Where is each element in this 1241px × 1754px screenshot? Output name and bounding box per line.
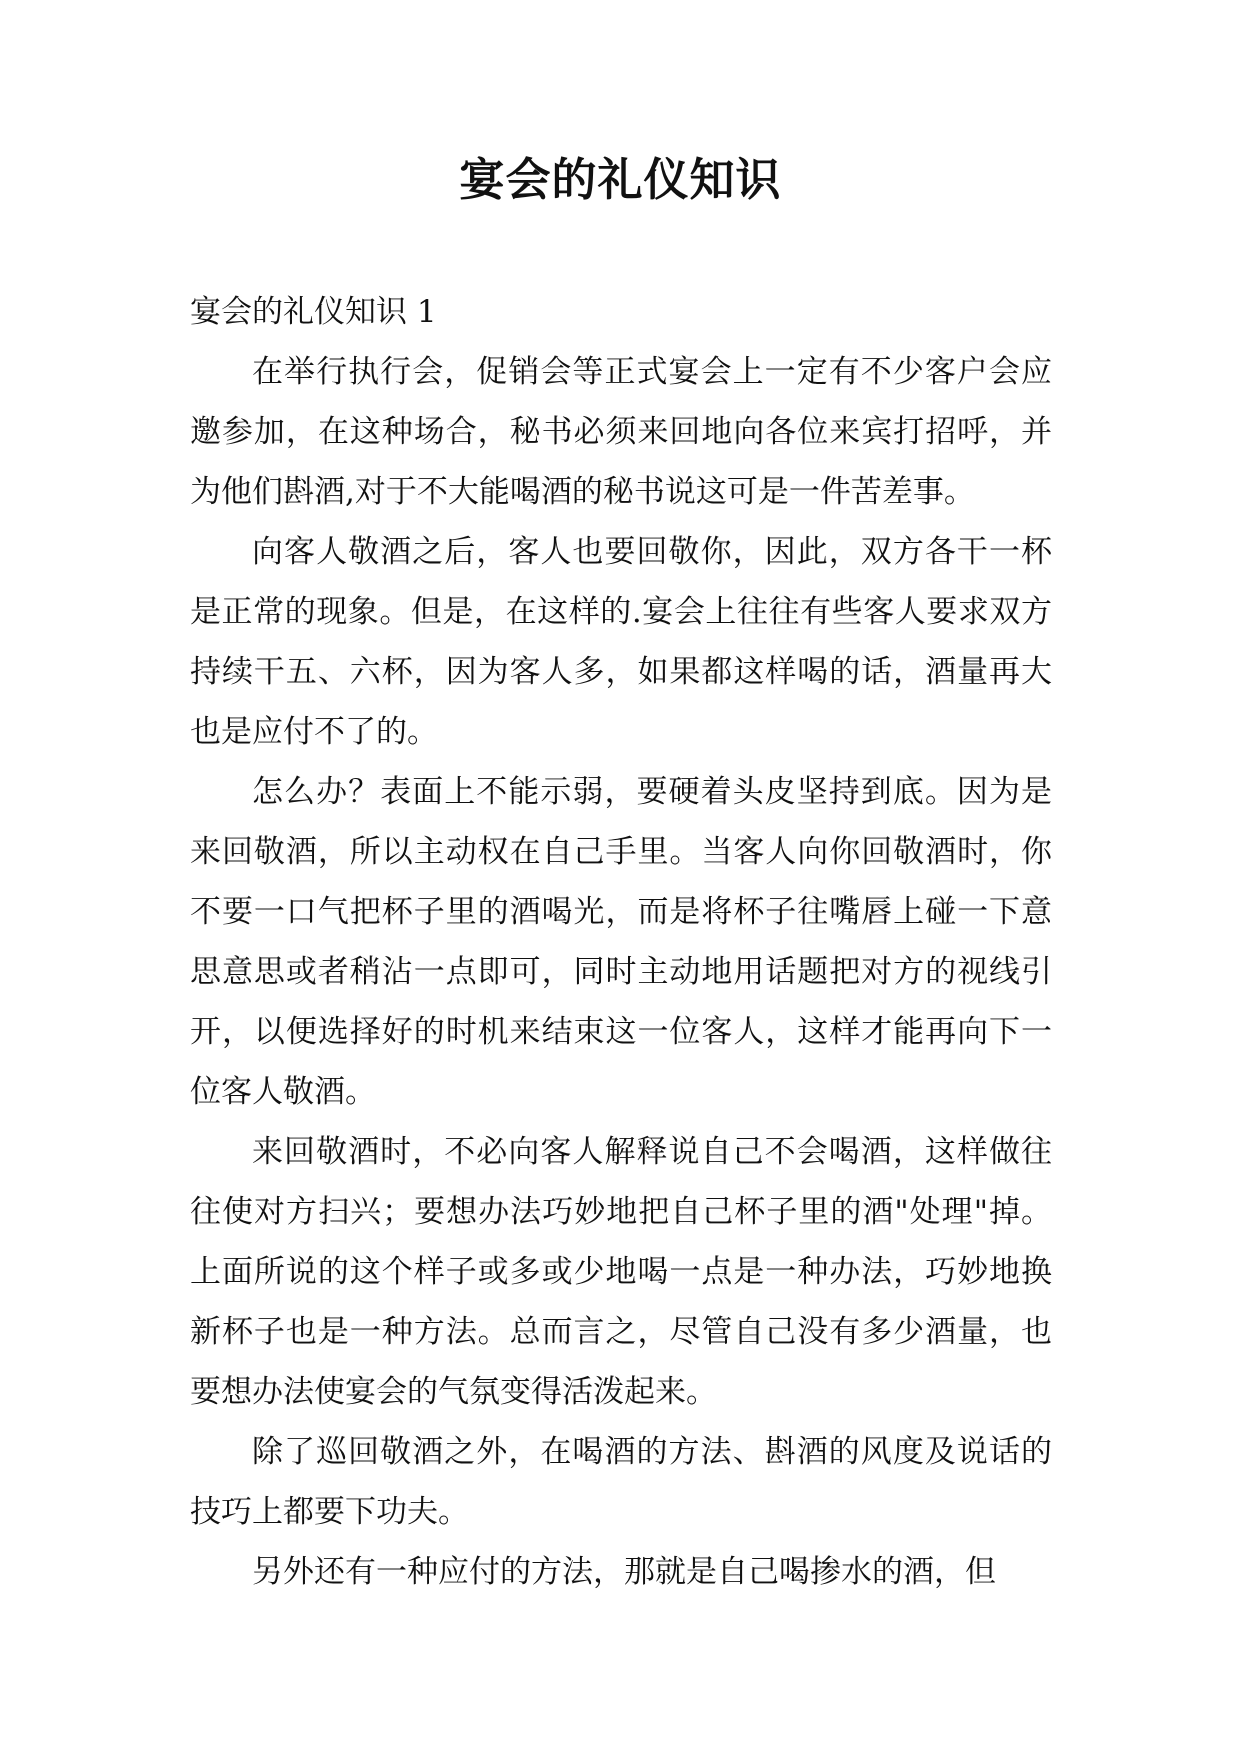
paragraph-3: 怎么办？表面上不能示弱，要硬着头皮坚持到底。因为是来回敬酒，所以主动权在自己手里。当客人向你回敬酒时，你不要一口气把杯子里的酒喝光，而是将杯子往嘴唇上碰一下意思意思或者稍沾一点即可，同时主动地用话题把对方的视线引开，以便选择好的时机来结束这一位客人，这样才能再向下一位客人敬酒。 [190, 774, 1052, 1110]
paragraph-6: 另外还有一种应付的方法，那就是自己喝掺水的酒，但 [252, 1554, 996, 1590]
paragraph-2: 向客人敬酒之后，客人也要回敬你，因此，双方各干一杯是正常的现象。但是，在这样的.宴会上往往有些客人要求双方持续干五、六杯，因为客人多，如果都这样喝的话，酒量再大也是应付不了的。 [190, 534, 1052, 750]
paragraph-4: 来回敬酒时，不必向客人解释说自己不会喝酒，这样做往往使对方扫兴；要想办法巧妙地把自己杯子里的酒"处理"掉。上面所说的这个样子或多或少地喝一点是一种办法，巧妙地换新杯子也是一种方法。总而言之，尽管自己没有多少酒量，也要想办法使宴会的气氛变得活泼起来。 [190, 1134, 1052, 1410]
document-title: 宴会的礼仪知识 [459, 153, 782, 206]
section-heading: 宴会的礼仪知识 1 [190, 294, 437, 330]
paragraph-5: 除了巡回敬酒之外，在喝酒的方法、斟酒的风度及说话的技巧上都要下功夫。 [190, 1434, 1052, 1530]
paragraph-1: 在举行执行会，促销会等正式宴会上一定有不少客户会应邀参加，在这种场合，秘书必须来回地向各位来宾打招呼，并为他们斟酒,对于不大能喝酒的秘书说这可是一件苦差事。 [190, 354, 1052, 510]
document-body [190, 282, 1052, 1602]
